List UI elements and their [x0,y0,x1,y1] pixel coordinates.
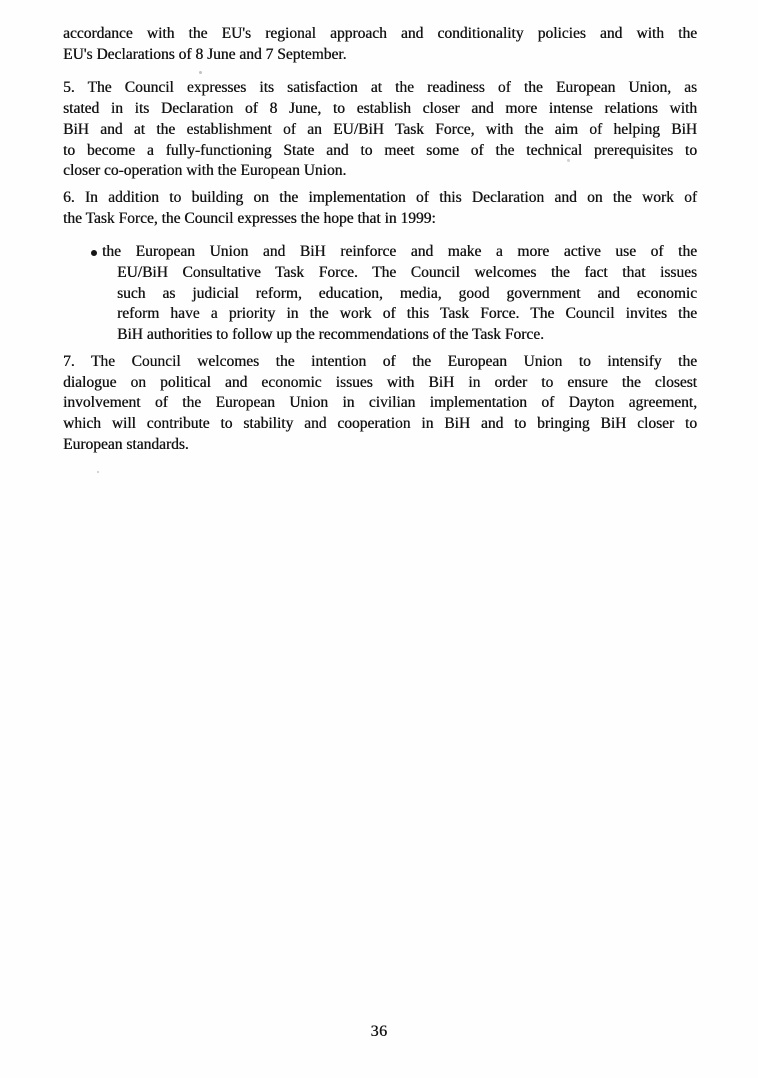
text-line: 7. The Council welcomes the intention of the European Union to intensify the [63,352,697,370]
text-line: 5. The Council expresses its satisfaction at the readiness of the European Union, as [63,79,697,97]
text-line: EU/BiH Consultative Task Force. The Council welcomes the fact that issues [117,264,697,282]
text-line: 6. In addition to building on the implementation of this Declaration and on the work of [63,188,697,206]
text-line: BiH authorities to follow up the recommendations of the Task Force. [117,326,544,344]
paragraph-5 [63,78,697,182]
text-line: stated in its Declaration of 8 June, to establish closer and more intense relations with [63,100,697,118]
text-line: accordance with the EU's regional approach and conditionality policies and with the [63,25,697,42]
text-line: European standards. [63,435,189,453]
scan-speck [199,71,202,74]
text-line: reform have a priority in the work of this Task Force. The Council invites the [117,305,697,323]
scan-speck [97,471,99,473]
text-block [63,24,697,455]
paragraph-7 [63,352,697,456]
text-line: to become a fully-functioning State and to meet some of the technical prerequisites to [63,141,697,159]
text-line: such as judicial reform, education, media, good government and economic [117,284,697,302]
text-line: the Task Force, the Council expresses the hope that in 1999: [63,209,436,227]
text-line: dialogue on political and economic issues with BiH in order to ensure the closest [63,373,697,391]
text-line: the European Union and BiH reinforce and make a more active use of the [102,243,697,261]
paragraph-6 [63,188,697,229]
page-number: 36 [370,1023,388,1040]
text-line: EU's Declarations of 8 June and 7 September. [63,45,347,63]
paragraph-continuation [63,24,697,65]
bullet-item [63,242,697,346]
text-line: which will contribute to stability and cooperation in BiH and to bringing BiH closer to [63,414,697,432]
scan-speck [567,159,570,162]
text-line: BiH and at the establishment of an EU/BiH Task Force, with the aim of helping BiH [63,120,697,138]
bullet-icon [91,250,97,256]
text-line: involvement of the European Union in civilian implementation of Dayton agreement, [63,394,697,412]
text-line: closer co-operation with the European Union. [63,162,347,180]
